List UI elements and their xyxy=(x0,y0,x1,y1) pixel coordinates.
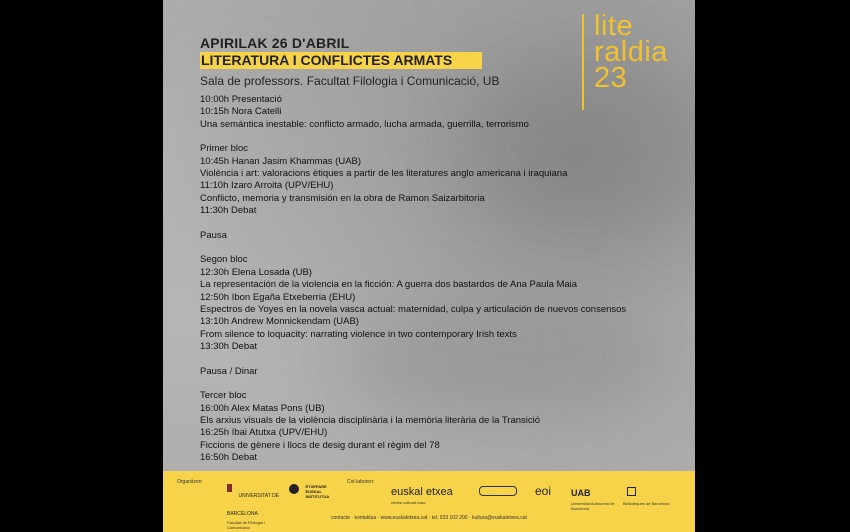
program-line: 11:10h Izaro Arroita (UPV/EHU) xyxy=(200,180,334,192)
contact-info: contacte · kontaktua · www.euskaletxea.cat · tel. 933 102 200 · kultura@euskaletxea.cat xyxy=(331,515,527,521)
biblioteques-logo: Biblioteques de Barcelona xyxy=(623,483,675,506)
title-highlight xyxy=(200,52,482,69)
program-line: 11:30h Debat xyxy=(200,205,257,217)
program-line: 12:30h Elena Losada (UB) xyxy=(200,266,312,278)
program-line: 16:00h Alex Matas Pons (UB) xyxy=(200,402,325,414)
program-gap xyxy=(200,217,626,229)
program-line: Pausa xyxy=(200,229,227,241)
logo-line-2: raldia xyxy=(594,36,668,68)
event-venue: Sala de professors. Facultat Filologia i Comunicació, UB xyxy=(200,74,500,88)
program-line: Segon bloc xyxy=(200,254,248,266)
program-line: 10:15h Nora Catelli xyxy=(200,106,282,118)
program-line: Tercer bloc xyxy=(200,390,247,402)
program-line: Espectros de Yoyes en la novela vasca actual: maternidad, culpa y articulación de nuevos consensos xyxy=(200,303,627,315)
logo-line-3: 23 xyxy=(594,62,628,94)
organizers-label: Organitzen: xyxy=(177,479,203,485)
program-line: 12:50h Ibon Egaña Etxeberria (EHU) xyxy=(200,291,356,303)
program-line: 10:00h Presentació xyxy=(200,94,282,105)
program-line: Ficcions de gènere i llocs de desig durant el règim del 78 xyxy=(200,439,440,451)
ub-logo: UNIVERSITAT DE BARCELONA Facultat de Filologia i Comunicació xyxy=(227,484,287,530)
program-line: Violència i art: valoracions ètiques a partir de les literatures anglo americana i iraquiana xyxy=(200,168,568,180)
institution-badge-icon xyxy=(479,486,517,496)
sponsors-footer xyxy=(163,471,695,532)
etxepare-logo: ETXEPARE EUSKAL INSTITUTUA xyxy=(289,484,337,503)
program-line: From silence to loquacity: narrating violence in two contemporary Irish texts xyxy=(200,328,517,340)
etxepare-icon xyxy=(289,484,299,494)
program-line: 16:50h Debat xyxy=(200,451,258,463)
uab-logo: UAB Universitat Autònoma de Barcelona xyxy=(571,488,615,511)
event-poster xyxy=(163,0,695,532)
ub-shield-icon xyxy=(227,484,232,492)
eoi-logo: eoi xyxy=(535,484,552,498)
program-gap xyxy=(200,131,626,143)
program-line: Pausa / Dinar xyxy=(200,365,258,377)
program-line: Primer bloc xyxy=(200,143,249,155)
event-date: APIRILAK 26 D'ABRIL xyxy=(200,35,350,51)
poster-header xyxy=(200,35,499,89)
euskal-etxea-logo: euskal etxea centre cultural basc xyxy=(391,486,453,505)
program-line: 10:45h Hanan Jasim Khammas (UAB) xyxy=(200,155,362,167)
program-line: La representación de la violencia en la ficción: A guerra dos bastardos de Ana Paula Maia xyxy=(200,279,578,291)
program-line: 16:25h Ibai Atutxa (UPV/EHU) xyxy=(200,427,328,439)
program-line: Conflicto, memoria y transmisión en la obra de Ramon Saizarbitoria xyxy=(200,192,485,204)
program-line: Una semántica inestable: conflicto armado, lucha armada, guerrilla, terrorismo xyxy=(200,118,529,130)
event-title: LITERATURA I CONFLICTES ARMATS xyxy=(201,52,453,68)
program-line: 13:30h Debat xyxy=(200,340,258,352)
program-schedule xyxy=(200,94,626,464)
logo-line-1: lite xyxy=(594,10,634,42)
program-gap xyxy=(200,378,626,390)
literaldia-logo xyxy=(594,10,668,94)
program-gap xyxy=(200,242,626,254)
library-icon xyxy=(627,487,636,496)
collaborators-label: Col·laboren: xyxy=(347,479,375,485)
program-line: Els arxius visuals de la violència disciplinària i la memòria literària de la Transició xyxy=(200,414,541,426)
program-gap xyxy=(200,353,626,365)
program-line: 13:10h Andrew Monnickendam (UAB) xyxy=(200,316,359,328)
